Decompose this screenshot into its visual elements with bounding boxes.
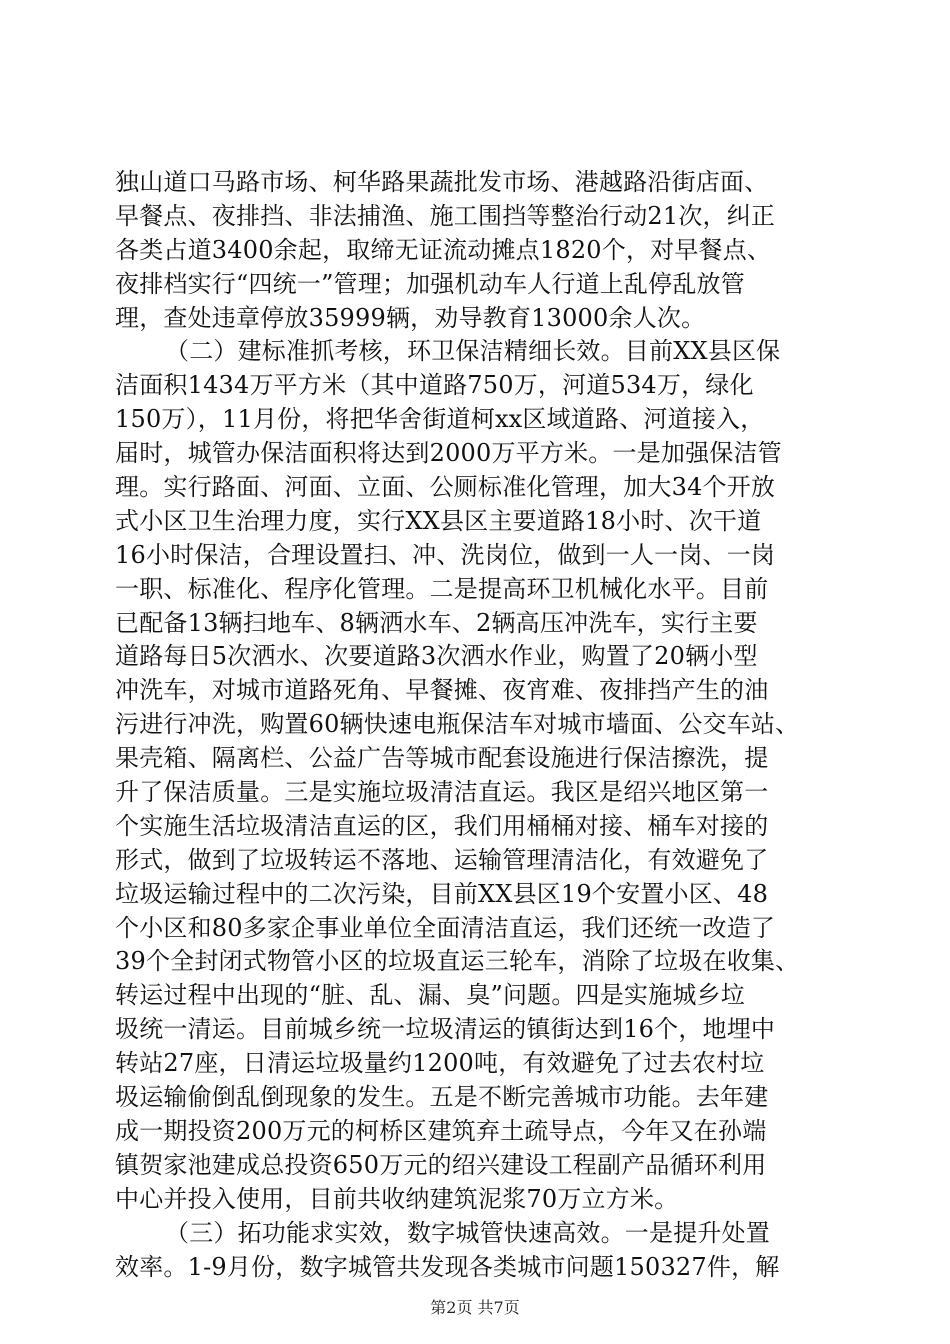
text-line: 届时，城管办保洁面积将达到2000万平方米。一是加强保洁管 [115,439,782,468]
text-line: 转运过程中出现的“脏、乱、漏、臭”问题。四是实施城乡垃 [115,981,745,1010]
text-line: 转站27座，日清运垃圾量约1200吨，有效避免了过去农村垃 [115,1049,765,1078]
text-line: 道路每日5次洒水、次要道路3次洒水作业，购置了20辆小型 [115,642,758,671]
text-line: 理。实行路面、河面、立面、公厕标准化管理，加大34个开放 [115,473,776,502]
text-line: 冲洗车，对城市道路死角、早餐摊、夜宵难、夜排挡产生的油 [115,676,769,705]
document-body [115,166,855,1284]
text-line: 一职、标准化、程序化管理。二是提高环卫机械化水平。目前 [115,574,769,603]
text-line: 16小时保洁，合理设置扫、冲、洗岗位，做到一人一岗、一岗 [115,540,776,569]
text-line: 中心并投入使用，目前共收纳建筑泥浆70万立方米。 [115,1184,679,1213]
text-line: 圾运输偷倒乱倒现象的发生。五是不断完善城市功能。去年建 [115,1083,769,1112]
text-line: 污进行冲洗，购置60辆快速电瓶保洁车对城市墙面、公交车站、 [115,710,800,739]
text-line: 升了保洁质量。三是实施垃圾清洁直运。我区是绍兴地区第一 [115,778,769,807]
text-line: 已配备13辆扫地车、8辆洒水车、2辆高压冲洗车，实行主要 [115,608,758,637]
text-line: 成一期投资200万元的柯桥区建筑弃土疏导点，今年又在孙端 [115,1116,767,1145]
text-line: 圾统一清运。目前城乡统一垃圾清运的镇街达到16个，地埋中 [115,1015,776,1044]
text-line: 效率。1-9月份，数字城管共发现各类城市问题150327件，解 [115,1252,780,1281]
page-footer: 第2页 共7页 [430,1298,520,1317]
text-line: 式小区卫生治理力度，实行XX县区主要道路18小时、次干道 [115,506,762,535]
text-line: 个小区和80多家企事业单位全面清洁直运，我们还统一改造了 [115,913,776,942]
text-line: 洁面积1434万平方米（其中道路750万，河道534万，绿化 [115,371,754,400]
text-line: 镇贺家池建成总投资650万元的绍兴建设工程副产品循环利用 [115,1150,767,1179]
text-line: 形式，做到了垃圾转运不落地、运输管理清洁化，有效避免了 [115,845,769,874]
text-line: 垃圾运输过程中的二次污染，目前XX县区19个安置小区、48 [115,879,769,908]
text-line: （三）拓功能求实效，数字城管快速高效。一是提升处置 [165,1218,770,1247]
text-line: 各类占道3400余起，取缔无证流动摊点1820个，对早餐点、 [115,235,772,264]
text-line: 独山道口马路市场、柯华路果蔬批发市场、港越路沿街店面、 [115,168,769,196]
text-line: 夜排档实行“四统一”管理；加强机动车人行道上乱停乱放管 [115,269,745,298]
text-line: 果壳箱、隔离栏、公益广告等城市配套设施进行保洁擦洗，提 [115,744,769,773]
text-line: （二）建标准抓考核，环卫保洁精细长效。目前XX县区保 [165,337,781,366]
text-line: 39个全封闭式物管小区的垃圾直运三轮车，消除了垃圾在收集、 [115,947,800,976]
text-line: 理，查处违章停放35999辆，劝导教育13000余人次。 [115,303,706,332]
text-line: 150万），11月份，将把华舍街道柯xx区域道路、河道接入， [115,405,765,434]
text-line: 个实施生活垃圾清洁直运的区，我们用桶桶对接、桶车对接的 [115,811,769,840]
text-line: 早餐点、夜排挡、非法捕渔、施工围挡等整治行动21次，纠正 [115,201,776,230]
